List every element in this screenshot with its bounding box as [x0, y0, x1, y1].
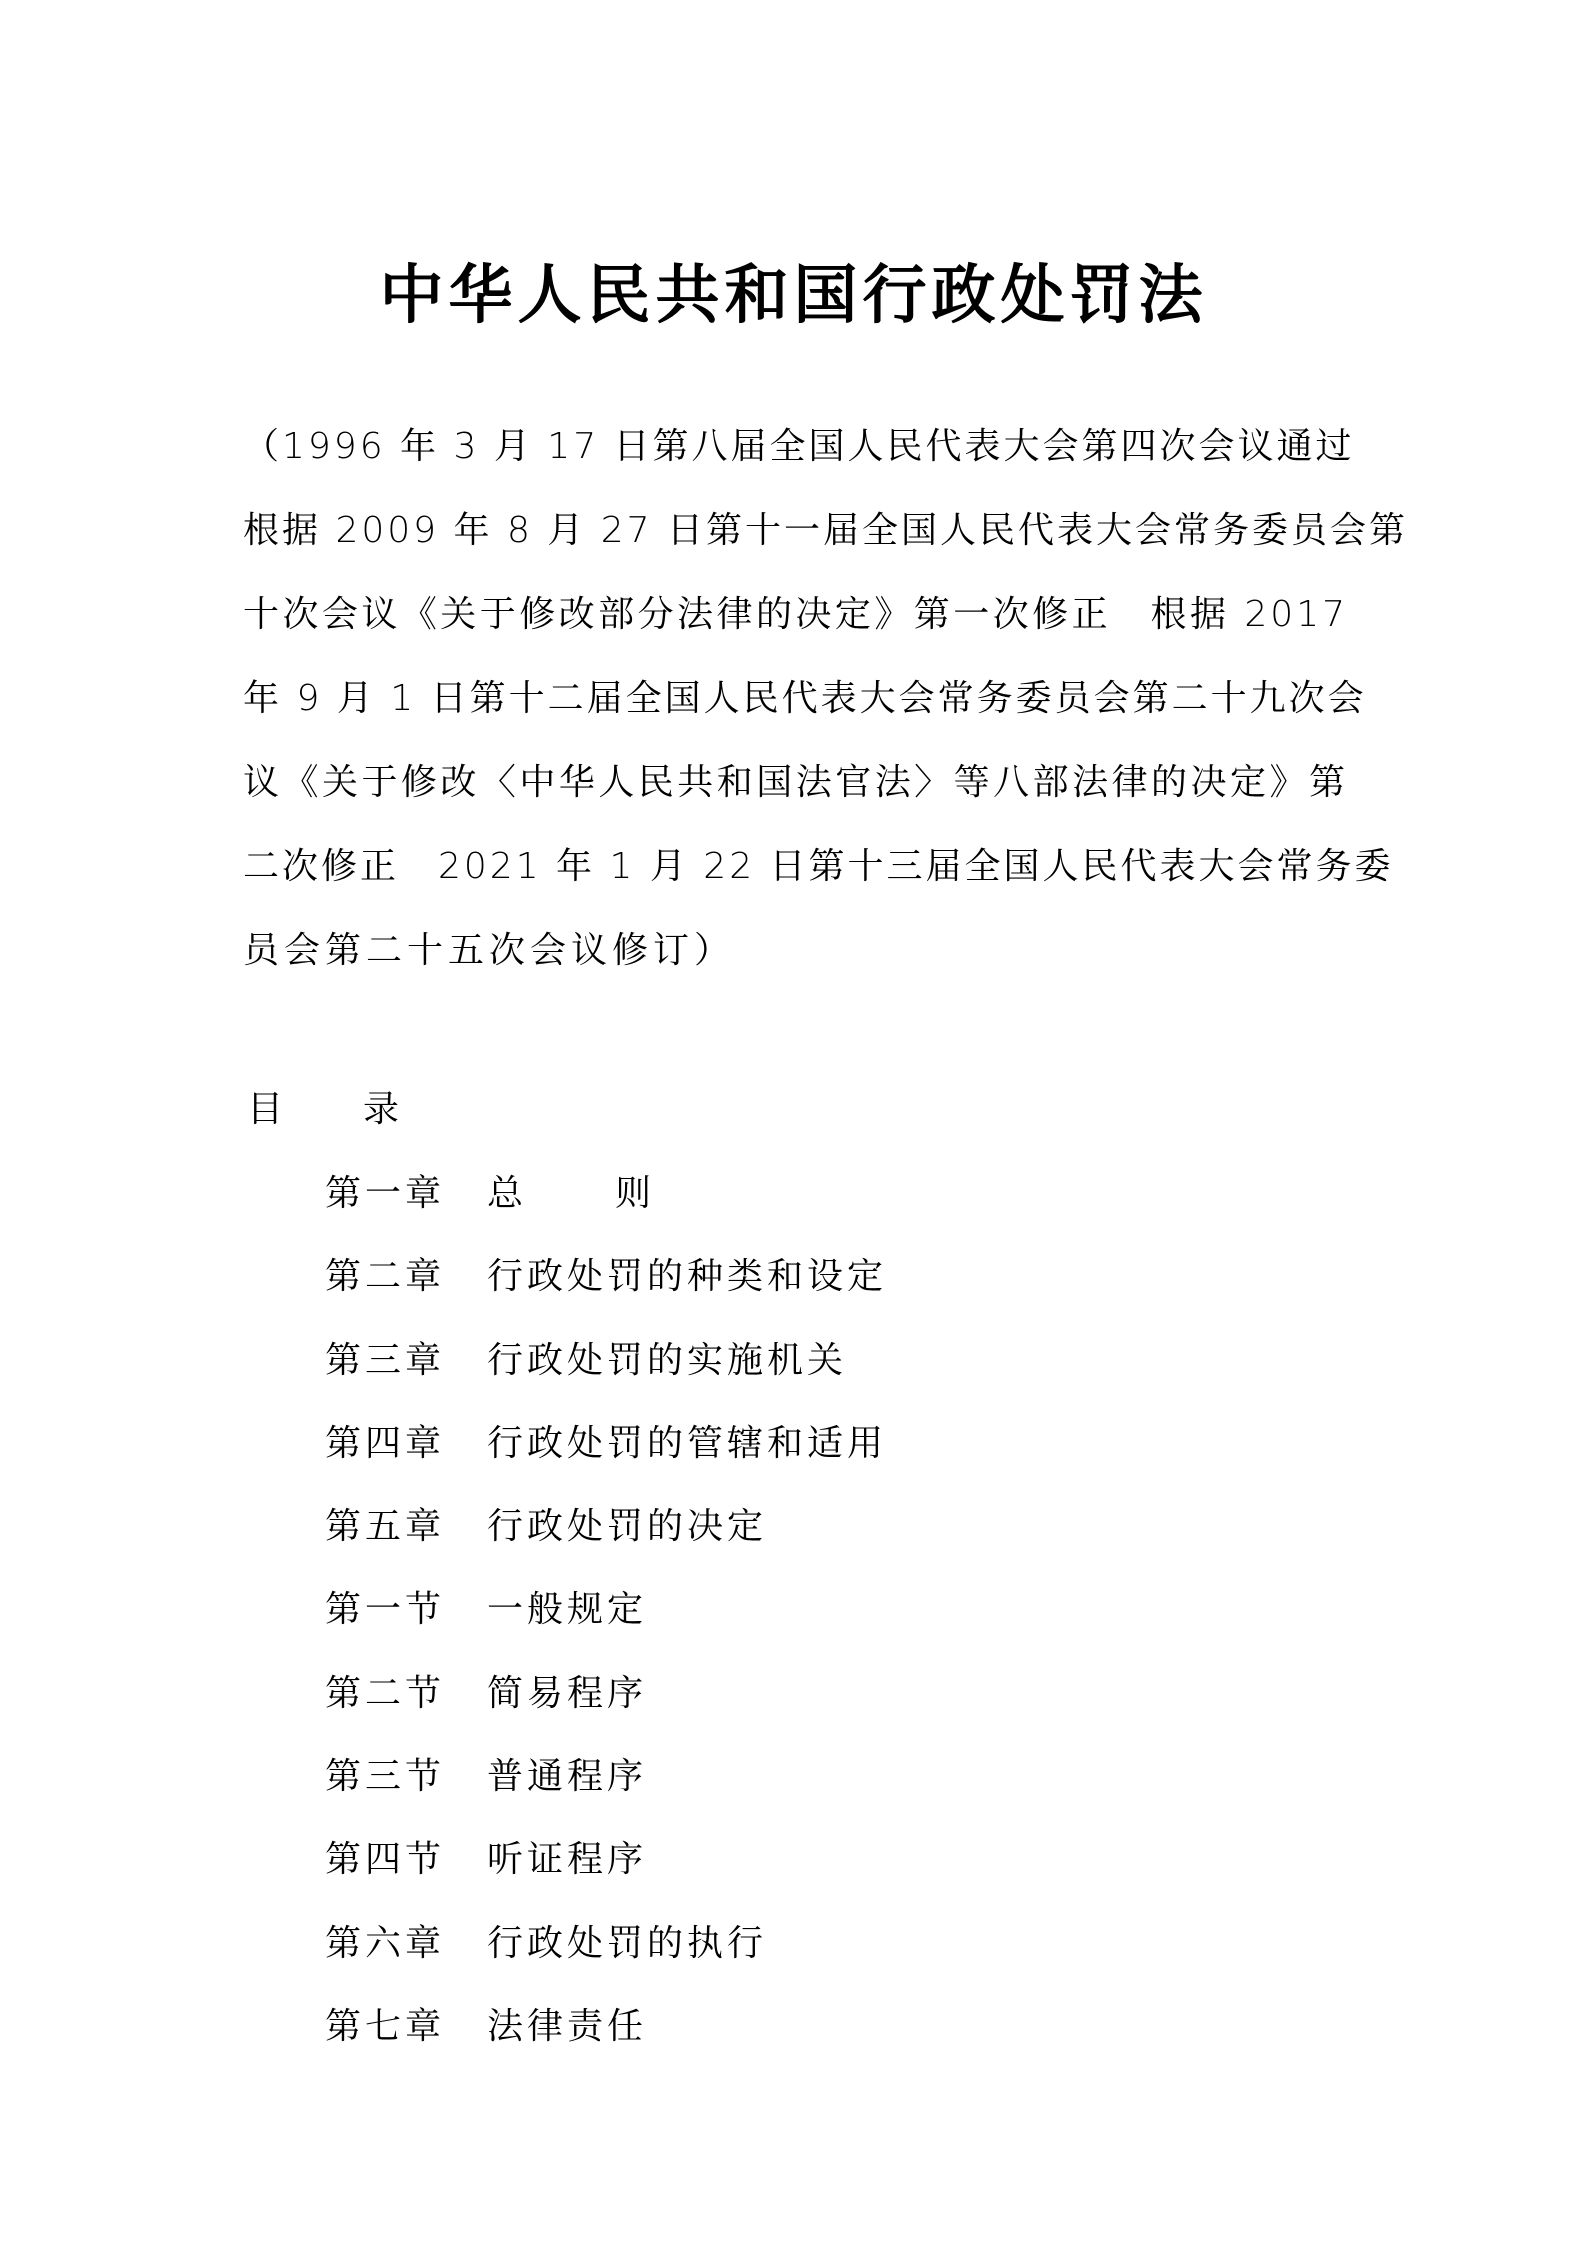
- toc-heading-char: 目: [247, 1089, 284, 1130]
- toc-item-chapter-4[interactable]: [247, 1402, 1347, 1485]
- toc-item-title: 一般规定: [487, 1589, 648, 1631]
- toc-item-label: 第一章: [325, 1173, 446, 1214]
- toc-item-title: 行政处罚的执行: [487, 1922, 768, 1964]
- toc-item-section-4[interactable]: [247, 1818, 1347, 1901]
- toc-item-chapter-6[interactable]: [247, 1902, 1347, 1985]
- toc-item-label: 第七章: [325, 2005, 446, 2047]
- toc-heading: [247, 1068, 1347, 1152]
- toc-item-chapter-5[interactable]: [247, 1485, 1347, 1568]
- toc-item-label: 第三节: [325, 1756, 446, 1798]
- document-title: 中华人民共和国行政处罚法: [379, 258, 1208, 333]
- toc-item-title: 行政处罚的决定: [487, 1506, 768, 1548]
- toc-item-label: 第四章: [325, 1422, 446, 1464]
- toc-item-chapter-1[interactable]: [247, 1152, 1347, 1235]
- toc-item-title: 普通程序: [487, 1756, 648, 1798]
- toc-item-label: 第四节: [325, 1839, 446, 1881]
- toc-item-section-3[interactable]: [247, 1735, 1347, 1818]
- legislative-history-preamble: [243, 405, 1408, 993]
- toc-item-section-2[interactable]: [247, 1652, 1347, 1735]
- preamble-line: 议《关于修改〈中华人民共和国法官法〉等八部法律的决定》第: [243, 762, 1348, 803]
- toc-item-title: 行政处罚的管辖和适用: [487, 1422, 888, 1464]
- toc-item-label: 第六章: [325, 1922, 446, 1964]
- preamble-line: 十次会议《关于修改部分法律的决定》第一次修正 根据 2017: [243, 594, 1348, 635]
- toc-item-chapter-2[interactable]: [247, 1235, 1347, 1318]
- toc-item-label: 第三章: [325, 1339, 446, 1381]
- toc-title-part: 则: [615, 1173, 656, 1214]
- preamble-line: 年 9 月 1 日第十二届全国人民代表大会常务委员会第二十九次会: [243, 678, 1367, 719]
- toc-item-title: [487, 1152, 655, 1235]
- toc-item-title: 行政处罚的实施机关: [487, 1339, 848, 1381]
- table-of-contents: [247, 1068, 1347, 2068]
- toc-title-part: 总: [487, 1173, 528, 1214]
- toc-item-title: 听证程序: [487, 1839, 648, 1881]
- toc-item-title: 法律责任: [487, 2005, 648, 2047]
- toc-item-title: 简易程序: [487, 1672, 648, 1714]
- toc-item-section-1[interactable]: [247, 1568, 1347, 1651]
- toc-item-title: 行政处罚的种类和设定: [487, 1256, 888, 1298]
- toc-item-label: 第二节: [325, 1672, 446, 1714]
- toc-item-chapter-3[interactable]: [247, 1319, 1347, 1402]
- preamble-line: 根据 2009 年 8 月 27 日第十一届全国人民代表大会常务委员会第: [243, 510, 1408, 551]
- preamble-line: 二次修正 2021 年 1 月 22 日第十三届全国人民代表大会常务委: [243, 846, 1394, 887]
- preamble-line: 员会第二十五次会议修订）: [243, 930, 736, 971]
- toc-heading-char: 录: [363, 1089, 400, 1130]
- toc-item-chapter-7[interactable]: [247, 1985, 1347, 2068]
- toc-item-label: 第五章: [325, 1506, 446, 1548]
- toc-item-label: 第一节: [325, 1589, 446, 1631]
- preamble-line: （1996 年 3 月 17 日第八届全国人民代表大会第四次会议通过: [243, 426, 1355, 467]
- toc-item-label: 第二章: [325, 1256, 446, 1298]
